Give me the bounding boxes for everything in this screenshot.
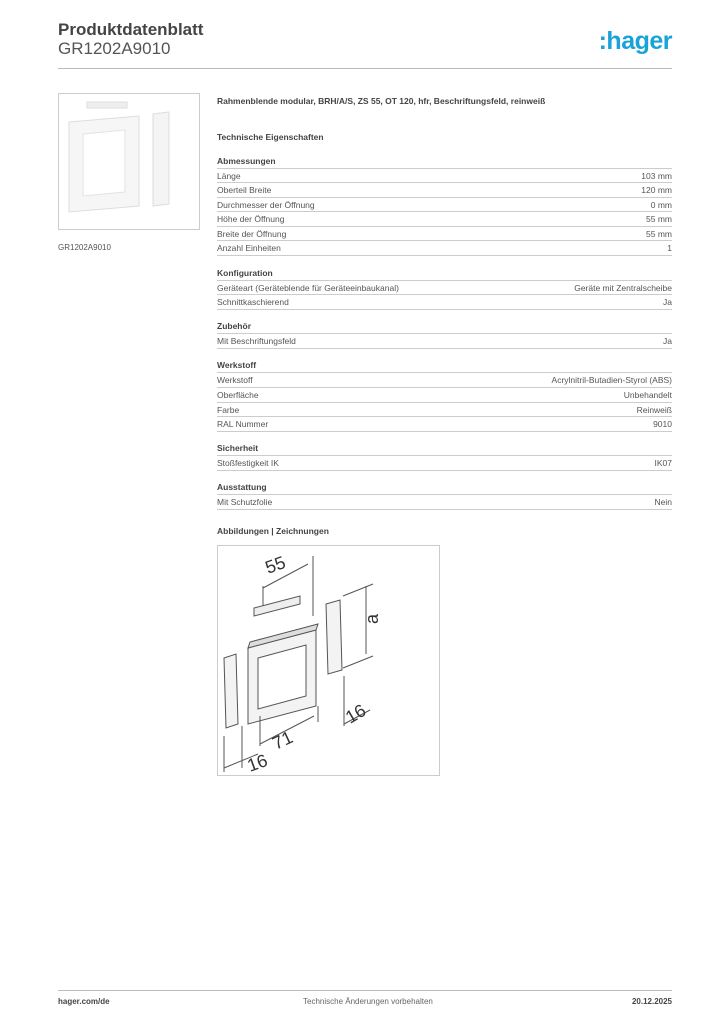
spec-value: Unbehandelt [623,389,672,400]
footer-note: Technische Änderungen vorbehalten [303,997,433,1006]
spec-label: Höhe der Öffnung [217,214,285,225]
spec-value: Ja [663,336,672,347]
spec-row [217,169,672,184]
spec-row [217,334,672,349]
spec-row [217,295,672,310]
spec-row [217,227,672,242]
spec-section [217,319,672,349]
dim-height: a [362,613,382,624]
product-code: GR1202A9010 [58,39,171,58]
spec-value: Acrylnitril-Butadien-Styrol (ABS) [551,375,672,386]
spec-label: Geräteart (Geräteblende für Geräteeinbaukanal) [217,282,399,293]
spec-panel [217,94,672,510]
page-title: Produktdatenblatt [58,20,204,39]
section-heading: Sicherheit [217,441,672,456]
section-heading: Zubehör [217,319,672,334]
spec-row [217,417,672,432]
spec-row [217,241,672,256]
footer-divider [58,990,672,991]
spec-value: Reinweiß [636,404,672,415]
footer-date: 20.12.2025 [631,997,672,1006]
spec-section [217,266,672,310]
spec-section [217,154,672,257]
spec-row [217,183,672,198]
spec-row [217,388,672,403]
dim-left: 16 [244,750,271,775]
image-caption: GR1202A9010 [58,243,111,252]
tech-heading: Technische Eigenschaften [217,132,324,142]
hager-logo: :hager [598,27,672,55]
footer-website[interactable]: hager.com/de [58,997,110,1006]
section-heading: Konfiguration [217,266,672,281]
spec-label: RAL Nummer [217,419,269,430]
spec-value: Geräte mit Zentralscheibe [574,282,672,293]
spec-section [217,441,672,471]
spec-label: Schnittkaschierend [217,297,289,308]
section-heading: Abmessungen [217,154,672,169]
spec-section [217,358,672,431]
drawings-heading: Abbildungen | Zeichnungen [217,526,329,536]
spec-value: 9010 [653,419,672,430]
spec-label: Oberteil Breite [217,185,272,196]
spec-value: 1 [667,243,672,254]
spec-row [217,212,672,227]
spec-label: Mit Schutzfolie [217,497,273,508]
spec-value: Ja [663,297,672,308]
spec-label: Mit Beschriftungsfeld [217,336,296,347]
spec-row [217,456,672,471]
spec-label: Oberfläche [217,389,259,400]
spec-section [217,480,672,510]
spec-value: 55 mm [646,214,672,225]
product-description: Rahmenblende modular, BRH/A/S, ZS 55, OT 120, hfr, Beschriftungsfeld, reinweiß [217,96,546,106]
spec-label: Anzahl Einheiten [217,243,281,254]
spec-row [217,373,672,388]
spec-label: Werkstoff [217,375,253,386]
spec-row [217,198,672,213]
spec-row [217,495,672,510]
spec-value: 55 mm [646,228,672,239]
spec-value: 0 mm [650,199,672,210]
spec-value: 120 mm [641,185,672,196]
spec-label: Breite der Öffnung [217,228,287,239]
product-image [58,93,200,230]
dim-bottom: 71 [269,727,296,754]
spec-row [217,403,672,418]
spec-label: Länge [217,170,241,181]
section-heading: Ausstattung [217,480,672,495]
spec-label: Farbe [217,404,240,415]
spec-label: Stoßfestigkeit IK [217,458,279,469]
dim-right: 16 [342,700,370,728]
spec-value: 103 mm [641,170,672,181]
header-divider [58,68,672,69]
technical-drawing [217,545,440,776]
section-heading: Werkstoff [217,358,672,373]
dim-top: 55 [262,552,289,578]
spec-value: Nein [654,497,672,508]
spec-label: Durchmesser der Öffnung [217,199,315,210]
spec-row [217,281,672,296]
spec-value: IK07 [654,458,672,469]
